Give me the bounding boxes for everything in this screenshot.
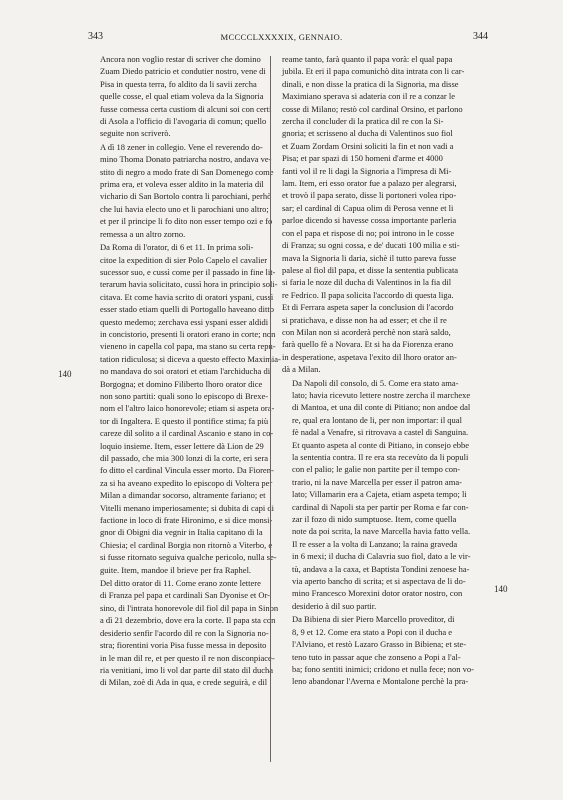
text-line: leno abandonar l'Averna e Montalone perchè la pra-: [292, 676, 469, 687]
right-text-column: [282, 53, 488, 688]
text-line: quelle cosse, el qual etiam voleva da la Signoria: [100, 91, 264, 102]
text-line: prima era, et voleva esser aldito in la materia dil: [100, 179, 264, 190]
text-line: note da poi scrita, la nave Marcella havia fatto vella.: [292, 526, 471, 537]
text-line: seguite non scriverò.: [100, 128, 171, 139]
text-line: sar; el cardinal di Capua olim di Perosa venne et li: [282, 202, 454, 213]
text-line: con Milan non si acorderà perchè non starà saldo,: [282, 326, 451, 337]
text-line: Vitelli menano imperiosamente; si dubita di capi di: [100, 502, 274, 513]
text-line: terarum havia solicitato, cussì hora in principio soli-: [100, 279, 278, 290]
text-line: Ancora non voglio restar di scriver che domino: [100, 54, 261, 64]
text-line: factione in loco di frate Hironimo, e si dice monsi-: [100, 515, 273, 526]
text-line: Borgogna; et domino Filiberto lhoro orator dice: [100, 378, 263, 389]
text-line: gnor di Obigni dia vegnir in Italia capitano di la: [100, 527, 263, 538]
text-line: zercha il concluder di la pratica dil re con la Si-: [282, 116, 444, 127]
text-line: Pisa in questa terra, fo aldito da li savii zercha: [100, 78, 257, 89]
text-line: guite. Item, mandoe il brieve per fra Raphel.: [100, 564, 252, 575]
text-line: di Franza; su ogni cossa, e de' ducati 100 milia e sti-: [282, 240, 460, 251]
text-line: con el palio; le galie non partite per il tempo con-: [292, 464, 461, 475]
text-line: stito di negro a modo frate di San Domenego come: [100, 166, 274, 177]
paragraph: [282, 377, 488, 613]
left-text-column: [90, 53, 294, 689]
text-line: Pisa; et par spazi di 150 homeni d'arme et 4000: [282, 153, 443, 164]
text-line: et per il principe li fo dito non esser tempo ozi e fo: [100, 216, 273, 227]
text-line: citava. Et come havia scrito di oratori yspani, cussì: [100, 291, 274, 302]
text-line: dil passado, che mia 300 lonzi di la corte, eri sera: [100, 453, 269, 463]
text-line: l'Alviano, et restò Lazaro Grasso in Bibiena; et ste-: [292, 639, 467, 650]
text-line: Da Napoli dil consolo, di 5. Come era stato ama-: [292, 377, 459, 388]
text-line: careze dil solito a il cardinal Ascanio e stano in co-: [100, 428, 274, 439]
paragraph: [90, 241, 294, 576]
text-line: et trovò il papa serato, disse li portoneri volea ripo-: [282, 190, 457, 201]
left-margin-number: 140: [58, 369, 72, 379]
text-line: vichario di San Bortolo contra li parochiani, perhò: [100, 191, 272, 202]
text-line: Et di Ferrara aspeta saper la conclusion di l'acordo: [282, 302, 454, 313]
text-line: 8, 9 et 12. Come era stato a Popi con il ducha e: [292, 626, 453, 637]
text-line: di Franza pel papa et cardinali San Dyonise et Or-: [100, 590, 271, 601]
text-line: tation ridiculosa; si diceva a questo effecto Maximia-: [100, 353, 281, 364]
text-line: mava la Signoria li daria, sichè il tutto pareva fusse: [282, 252, 457, 263]
text-line: in desperatione, aspetava l'exito dil lhoro orator an-: [282, 351, 457, 362]
text-line: cardinal di Napoli sta per partir per Roma e far con-: [292, 501, 469, 512]
paragraph: [282, 53, 488, 376]
text-line: remessa a un altro zorno.: [100, 228, 186, 239]
right-page-number: 344: [473, 31, 488, 42]
text-line: farà quello fè a Novara. Et si ha da Fiorenza erano: [282, 339, 454, 350]
text-line: A dì 18 zener in collegio. Vene el reverendo do-: [100, 141, 263, 152]
text-line: a dì 21 dezembrio, dove era la corte. Il papa sta con: [100, 615, 276, 626]
text-line: trario, ni la nave Marcella per esser il patron ama-: [292, 476, 462, 487]
text-line: desiderio à dil suo partir.: [292, 600, 377, 611]
paragraph: [90, 577, 294, 689]
text-line: in concistorio, presenti li oratori erano in corte; non: [100, 328, 276, 339]
text-line: ba; fono sentiti inimici; cridono et nulla fece; non vo-: [292, 663, 474, 674]
text-line: Milan a dimandar socorso, altramente fariano; et: [100, 490, 266, 501]
text-line: di Milan, zoè di Ada in qua, e crede seguirà, e dil: [100, 677, 268, 688]
text-line: tor di Ingaltera. E questo il pontifice stima; fa più: [100, 415, 269, 426]
text-line: Chiesia; el cardinal Borgia non ritornò a Viterbo, e: [100, 539, 273, 550]
text-line: si pratichava, e disse non ha ad esser; et che il re: [282, 314, 447, 325]
text-line: gnoria; et scrisseno al ducha di Valentinos suo fiol: [282, 128, 453, 139]
text-line: fanti vol il re li dagi la Signoria a l'impresa di Mi-: [282, 165, 452, 176]
paragraph: [282, 613, 488, 687]
text-line: in 6 mexi; il ducha di Calavria suo fiol, dato a le vir-: [292, 551, 471, 562]
text-line: jubila. Et eri il papa comunichò dita intrata con li car-: [282, 66, 465, 77]
text-line: teno tuto in passar aque che zonseno a Popi a l'al-: [292, 651, 461, 662]
running-head: MCCCCLXXXXIX, GENNAIO.: [220, 32, 343, 42]
text-line: re, qual era lontano de li, per non importar: il qual: [292, 414, 462, 425]
text-line: citoe la expedition di sier Polo Capelo el cavalier: [100, 254, 268, 265]
text-line: lam. Item, eri esso orator fue a palazo per alegrarsi,: [282, 178, 457, 189]
text-line: fusse comessa certa custiom di alcuni soi con certi: [100, 103, 272, 114]
text-line: sucessor suo, e cussì come per il passado in fine lit-: [100, 266, 276, 277]
text-line: Da Roma di l'orator, di 6 et 11. In prima soli-: [100, 242, 254, 253]
right-margin-number: 140: [494, 584, 508, 594]
text-line: dinali, e non disse la pratica di la Signoria, ma disse: [282, 78, 459, 89]
text-line: Zuam Diedo patricio et condutier nostro, vene di: [100, 66, 266, 77]
text-line: vieneno in capella col papa, ma stano su certa repu-: [100, 341, 276, 352]
text-line: re Fedrico. Il papa solicita l'accordo di questa liga.: [282, 289, 454, 300]
text-line: ria venitiani, imo li vol dar parte dil stato dil ducha: [100, 664, 274, 675]
text-line: si faria le noze dil ducha di Valentinos in la fia dil: [282, 277, 452, 288]
paragraph: [90, 141, 294, 240]
text-line: esser stado etiam quelli di Portogallo haveano ditto: [100, 304, 274, 315]
paragraph: [90, 53, 294, 140]
text-line: zar il fozo di nido sumptuose. Item, come quella: [292, 514, 457, 525]
text-line: fo ditto el cardinal Vincula esser morto. Da Fioren-: [100, 465, 274, 476]
text-line: no mandava do soi oratori et etiam l'archiducha di: [100, 366, 271, 377]
text-line: mino Thoma Donato patriarcha nostro, andava ve-: [100, 154, 272, 165]
text-line: fè nadal a Venafre, si ritrovava a castel di Sanguina.: [292, 427, 469, 438]
text-line: lato; Villamarin era a Cajeta, etiam aspeta tempo; li: [292, 489, 467, 500]
text-line: reame tanto, farà quanto il papa vorà: el qual papa: [282, 54, 453, 64]
column-divider: [270, 56, 271, 762]
text-line: Del ditto orator di 11. Come erano zonte lettere: [100, 578, 261, 589]
text-line: stra; fiorentini voria Pisa fusse messa in deposito: [100, 640, 267, 651]
text-line: sino, di l'intrata honorevole dil fiol dil papa in Sinon: [100, 602, 279, 613]
text-line: loquio insieme. Item, esser lettere dà Lion de 29: [100, 440, 264, 451]
text-line: desiderio senfir l'acordo dil re con la Signoria no-: [100, 627, 269, 638]
text-line: et Zuam Zordam Orsini soliciti la fin et non vadi a: [282, 140, 454, 151]
text-line: nom el l'altro laico honorevole; etiam si aspeta ora-: [100, 403, 275, 414]
text-line: Il re esser a la volta di Lanzano; la raina graveda: [292, 538, 458, 549]
text-line: za si ha aveano expedito lo episcopo di Voltera per: [100, 477, 273, 488]
text-line: Et quanto aspeta al conte di Pitiano, in consejo ebbe: [292, 439, 470, 450]
text-line: Maximiano sperava si adateria con il re a conzar le: [282, 91, 455, 102]
text-line: mino Francesco Morexini dotor orator nostro, con: [292, 588, 463, 599]
text-line: questo medemo; zerchava essi yspani esser aldidi: [100, 316, 269, 327]
text-line: la sententia contra. Il re era sta recevùto da li populi: [292, 452, 469, 462]
text-line: parloe dicendo si havesse cossa importante parleria: [282, 215, 457, 226]
text-line: dà a Milan.: [282, 364, 321, 375]
text-line: via aperto bancho di scrita; et si aspectava de li do-: [292, 576, 466, 587]
text-line: tù, andava a la caxa, et Baptista Tondini zenoese ha-: [292, 563, 470, 574]
left-page-number: 343: [88, 31, 103, 42]
text-line: non sono partiti: quali sono lo episcopo di Brexe-: [100, 390, 269, 401]
text-line: di Asola a l'officio di l'avogaria di comun; quello: [100, 116, 267, 127]
text-line: si fusse ritornato seguiva qualche pericolo, nulla se-: [100, 552, 277, 563]
text-line: Da Bibiena di sier Piero Marcello proveditor, di: [292, 614, 455, 625]
text-line: con el papa et rispose di no; poi introno in le cosse: [282, 227, 455, 238]
text-line: che lui havia electo uno et li parochiani uno altro;: [100, 203, 269, 214]
text-line: di Mantoa, et una dil conte di Pitiano; non andoe dal: [292, 402, 471, 413]
text-line: cosse di Milano; restò col cardinal Orsino, et parlono: [282, 103, 463, 114]
text-line: palese al fiol dil papa, et disse la sententia publicata: [282, 264, 459, 275]
text-line: in le man dil re, et per questo il re non disconpiace-: [100, 652, 275, 663]
text-line: lato; havia ricevuto lettere nostre zercha il marchexe: [292, 389, 471, 400]
